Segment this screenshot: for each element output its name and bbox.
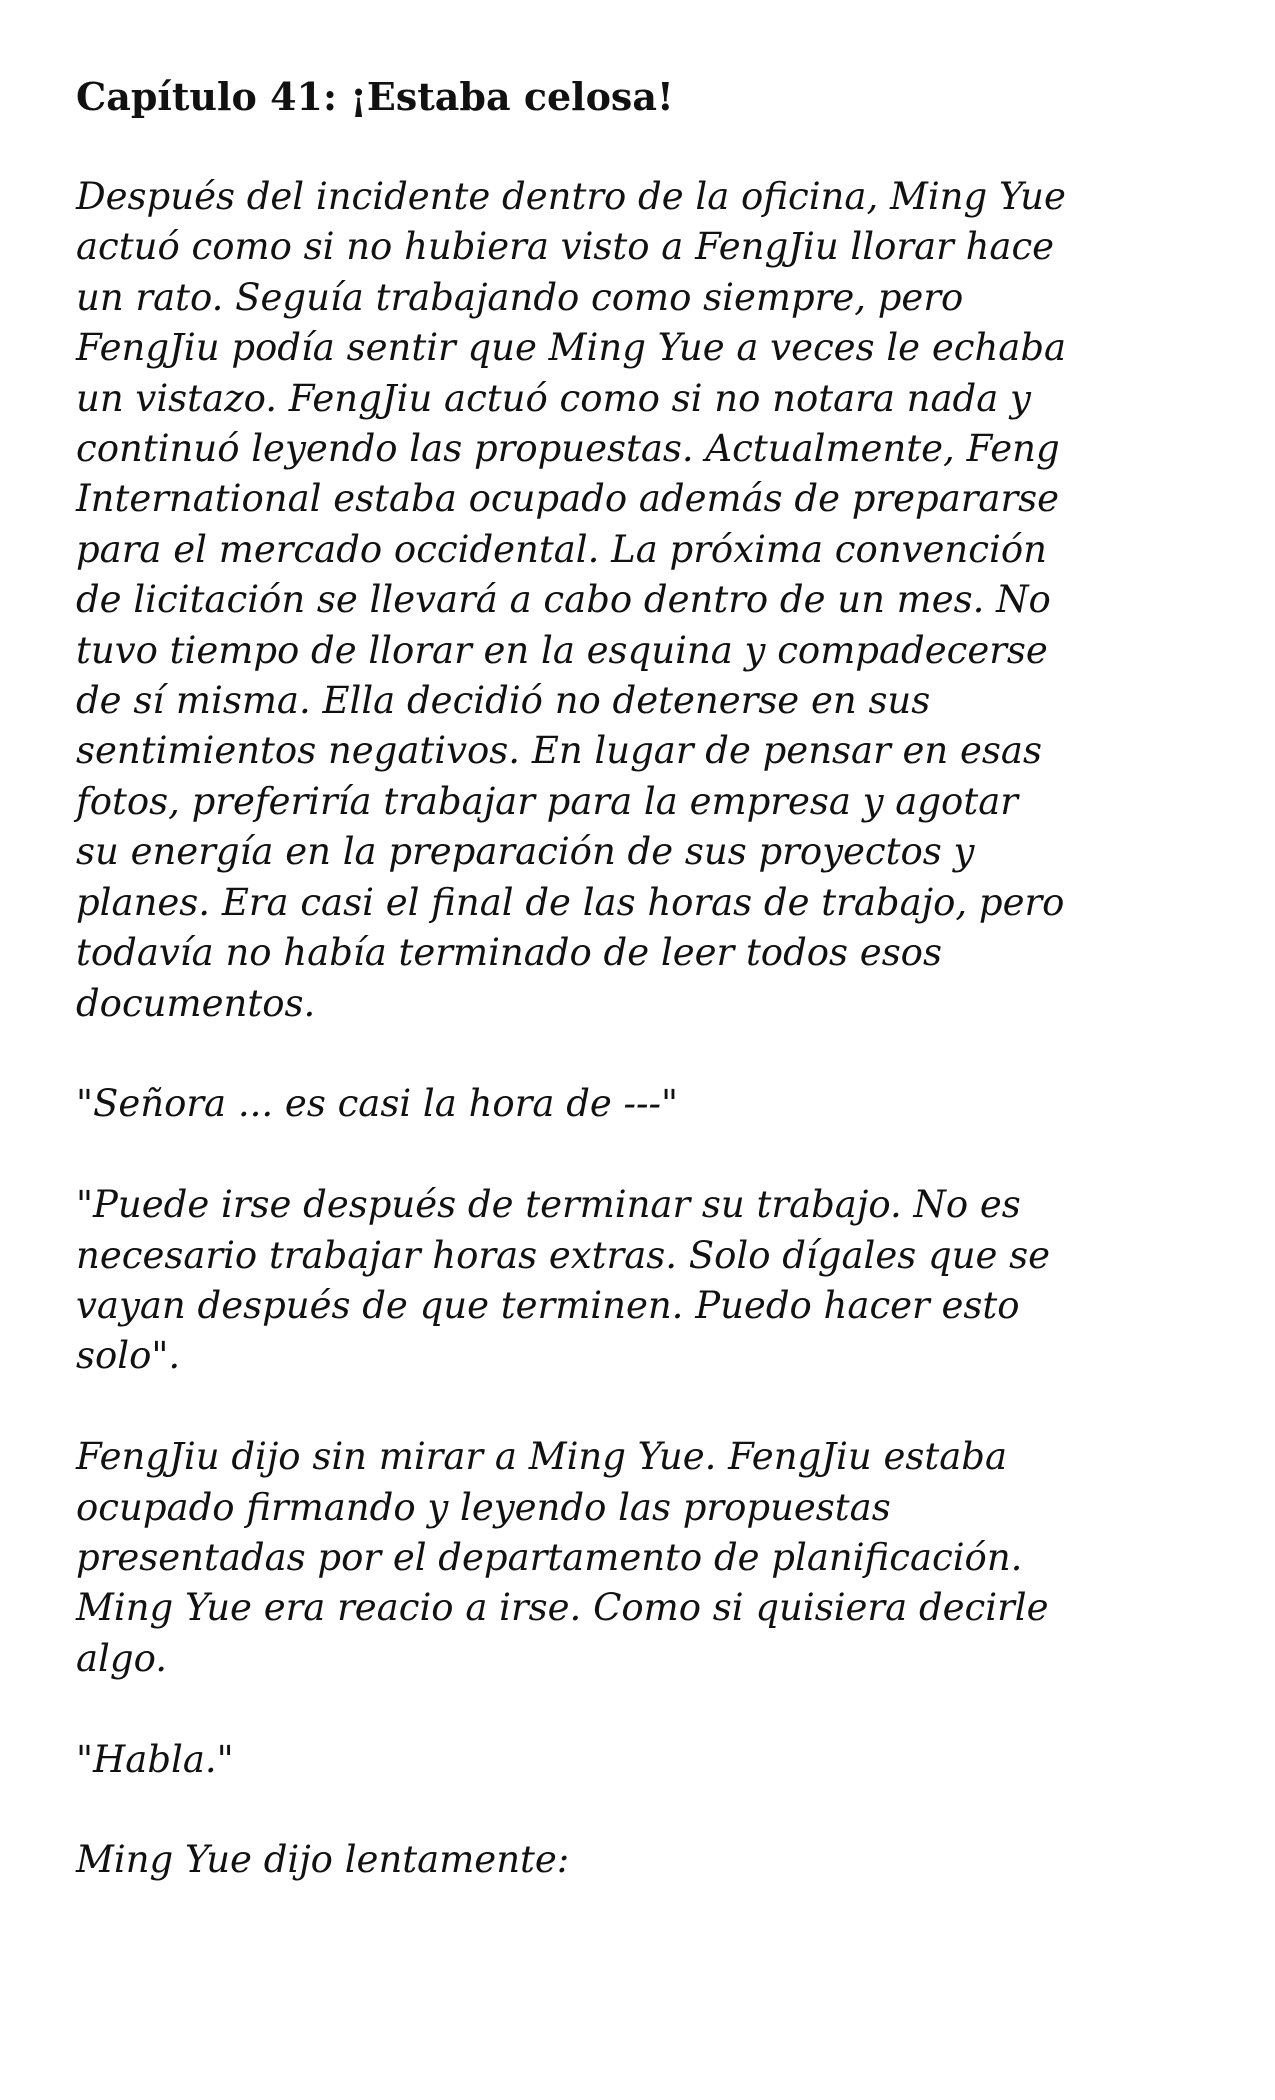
- paragraph-narration-3: Ming Yue dijo lentamente:: [76, 1838, 570, 1882]
- paragraph-narration-2: FengJiu dijo sin mirar a Ming Yue. FengJiu estaba ocupado firmando y leyendo las propuestas presentadas por el departamento de planificación. Ming Yue era reacio a irse. Como si quisiera decirle algo.: [76, 1435, 1049, 1680]
- chapter-title: Capítulo 41: ¡Estaba celosa!: [76, 74, 674, 119]
- paragraph-dialogue-2: "Puede irse después de terminar su trabajo. No es necesario trabajar horas extras. Solo dígales que se vayan después de que terminen. Puedo hacer esto solo".: [76, 1183, 1051, 1378]
- paragraph-narration-1: Después del incidente dentro de la oficina, Ming Yue actuó como si no hubiera visto a FengJiu llorar hace un rato. Seguía trabajando como siempre, pero FengJiu podía sentir que Ming Yue a veces le echaba un vistazo. FengJiu actuó como si no notara nada y continuó leyendo las propuestas. Actualmente, Feng International estaba ocupado además de prepararse para el mercado occidental. La próxima convención de licitación se llevará a cabo dentro de un mes. No tuvo tiempo de llorar en la esquina y compadecerse de sí misma. Ella decidió no detenerse en sus sentimientos negativos. En lugar de pensar en esas fotos, preferiría trabajar para la empresa y agotar su energía en la preparación de sus proyectos y planes. Era casi el final de las horas de trabajo, pero todavía no había terminado de leer todos esos documentos.: [76, 175, 1067, 1025]
- document-page: [76, 72, 1216, 1936]
- paragraph-dialogue-1: "Señora ... es casi la hora de ---": [76, 1082, 679, 1126]
- paragraph-dialogue-3: "Habla.": [76, 1737, 234, 1781]
